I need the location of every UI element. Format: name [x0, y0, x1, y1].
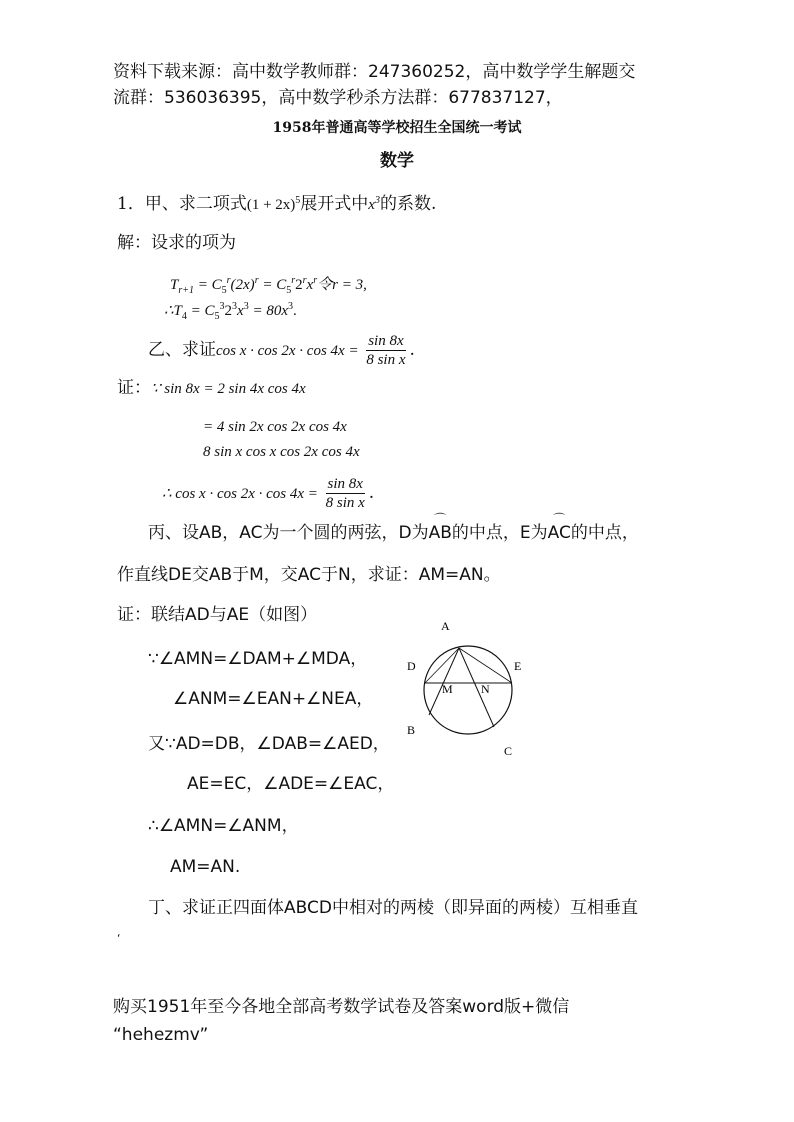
q2-proof-eq1: ∵ sin 8x = 2 sin 4x cos 4x	[151, 381, 306, 397]
footer-line-1: 购买1951年至今各地全部高考数学试卷及答案word版+微信	[113, 997, 570, 1017]
footer-line-2: “hehezmv”	[113, 1025, 209, 1045]
q3-proof-line-2: ∠ANM=∠EAN+∠NEA，	[173, 689, 374, 709]
label-a: A	[441, 619, 450, 633]
header-line-1: 资料下载来源：高中数学教师群：247360252，高中数学学生解题交	[113, 62, 636, 82]
q1-eq2: $\therefore T_4 = C_5^32^3x^3 = 80x^3$.	[164, 301, 297, 322]
q2-proof-eq3: 8 sin x cos x cos 2x cos 4x	[203, 444, 360, 460]
arc-ab: ⌒ AB	[429, 522, 452, 544]
label-n: N	[481, 682, 490, 696]
q2-proof-eq2: = 4 sin 2x cos 2x cos 4x	[203, 419, 347, 435]
label-c: C	[504, 744, 513, 758]
q1-x3: $x^3$	[368, 195, 380, 213]
q3-proof-line-5: ∴∠AMN=∠ANM，	[148, 816, 299, 836]
q1-stem-b: 展开式中	[300, 194, 369, 214]
q1-binomial: $(1 + 2x)^5$	[246, 195, 301, 213]
q1-stem	[117, 190, 436, 216]
segment-ad	[425, 648, 459, 683]
circle	[424, 646, 512, 734]
subject-title: 数学	[380, 151, 414, 171]
q1-stem-c: 的系数.	[379, 194, 437, 214]
q1-eq1: $T_{r+1} = C_5^r(2x)^r = C_5^r2^rx^r$令r = 3,	[170, 275, 367, 296]
label-e: E	[514, 659, 522, 673]
q2-conclusion: ∴ cos x · cos 2x · cos 4x = $\frac{\sin 8x}{\text{8 sin x}}$ .	[162, 476, 375, 511]
header-line-2: 流群：536036395，高中数学秒杀方法群：677837127，	[113, 88, 563, 108]
q3-proof-line-3: 又∵AD=DB，∠DAB=∠AED，	[148, 734, 390, 754]
exam-title: 1958年普通高等学校招生全国统一考试	[272, 120, 522, 136]
label-d: D	[407, 659, 416, 673]
q3-proof-line-1: ∵∠AMN=∠DAM+∠MDA，	[148, 649, 368, 669]
label-m: M	[442, 682, 453, 696]
q2-stem-text: 乙、求证	[148, 340, 216, 360]
q1-stem-a: 1．甲、求二项式	[117, 194, 247, 214]
q4-stem: 丁、求证正四面体ABCD中相对的两棱（即异面的两棱）互相垂直	[148, 898, 638, 918]
q2-stem: 乙、求证cos x · cos 2x · cos 4x = $\frac{\sin 8x}{\text{8 sin x}}$ .	[148, 333, 415, 368]
q3-stem-line-2: 作直线DE交AB于M，交AC于N，求证：AM=AN。	[117, 565, 501, 585]
label-b: B	[407, 723, 416, 737]
q2-proof-line-1	[117, 377, 306, 400]
q3-proof-line-6: AM=AN.	[170, 857, 241, 877]
q4-tail-mark: ‘	[117, 932, 121, 945]
q3-stem-line-1: 丙、设AB，AC为一个圆的两弦，D为⌒ AB的中点，E为⌒ AC的中点，	[148, 522, 639, 544]
q2-lhs: cos x · cos 2x · cos 4x =	[216, 343, 363, 359]
circle-figure	[398, 615, 538, 765]
q3-proof-label: 证：联结AD与AE（如图）	[117, 605, 318, 625]
q1-solution-label: 解：设求的项为	[117, 233, 236, 253]
q2-proof-label: 证：	[117, 378, 151, 398]
q3-proof-line-4: AE=EC，∠ADE=∠EAC，	[187, 774, 395, 794]
arc-ac: ⌒ AC	[548, 522, 571, 544]
q2-fraction: $\frac{\sin 8x}{\text{8 sin x}}$	[366, 333, 406, 368]
q2-conclusion-fraction: $\frac{\sin 8x}{\text{8 sin x}}$	[325, 476, 365, 511]
